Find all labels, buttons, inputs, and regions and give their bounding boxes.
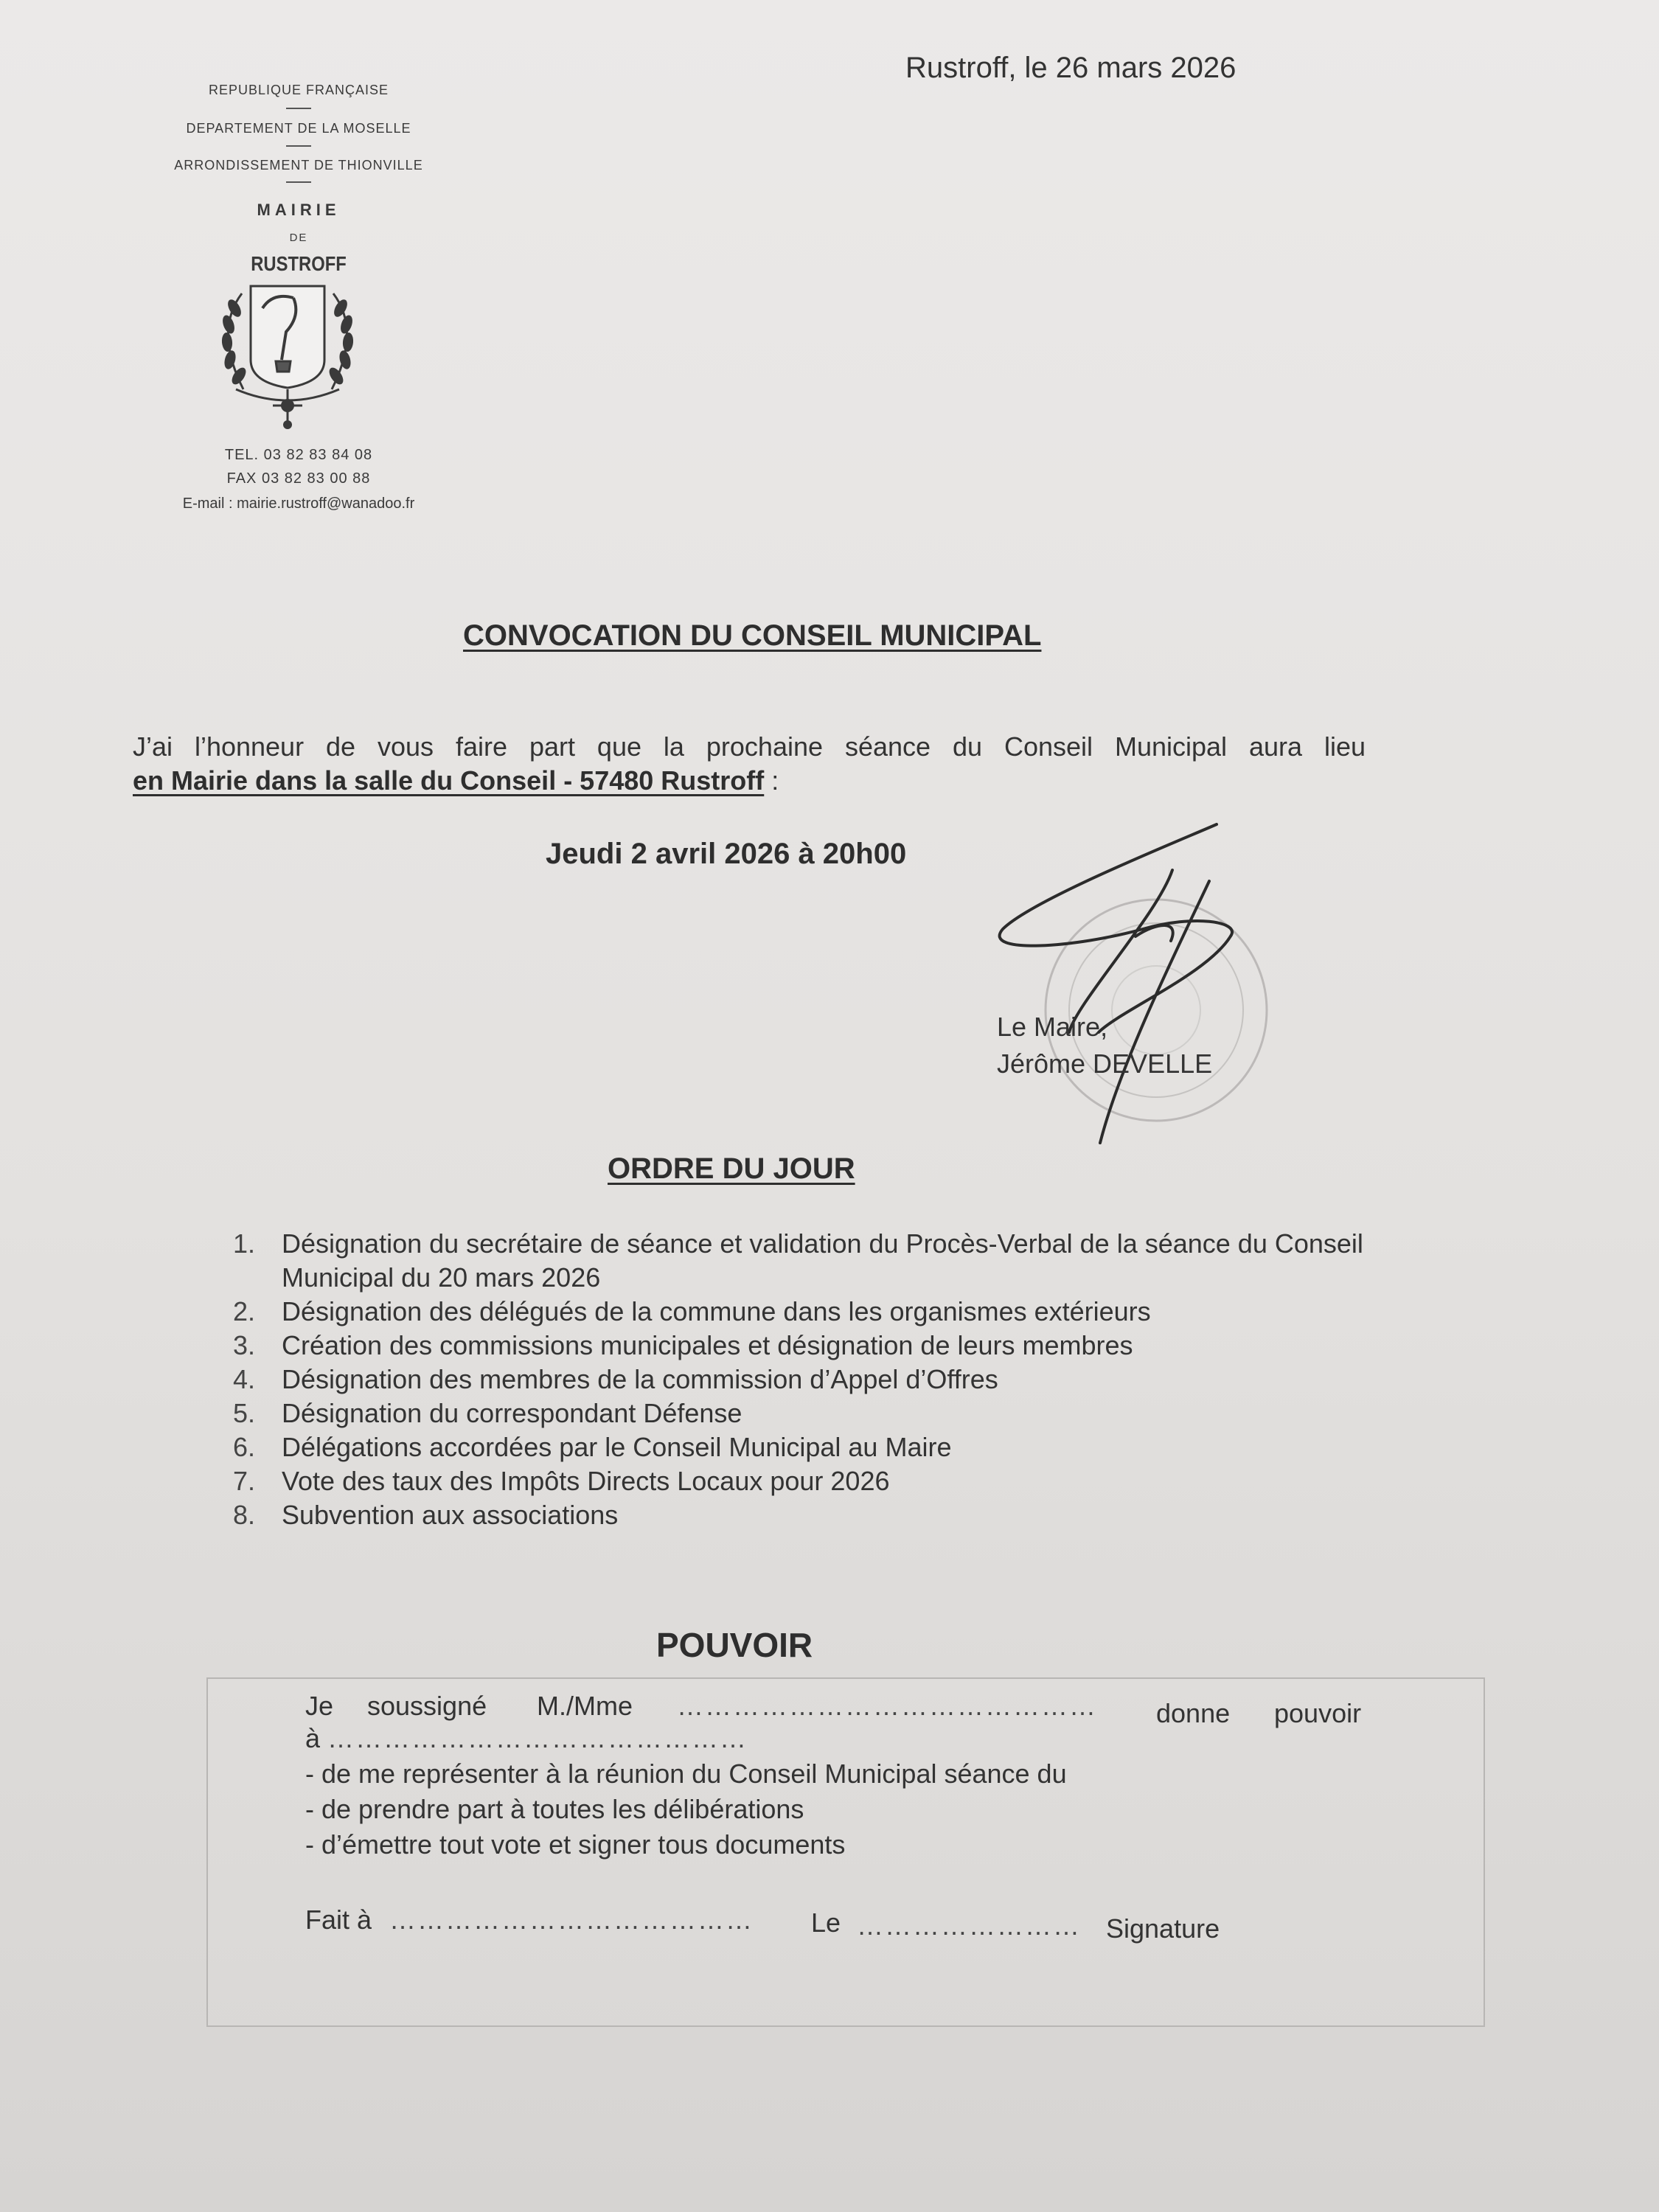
proxy-a-prefix: à xyxy=(305,1723,321,1753)
item-number: 2. xyxy=(233,1296,256,1326)
letterhead-republic: REPUBLIQUE FRANÇAISE xyxy=(208,83,389,97)
proxy-title: POUVOIR xyxy=(656,1626,813,1664)
proxy-pouvoir-word: pouvoir xyxy=(1274,1698,1362,1728)
proxy-soussigne: soussigné xyxy=(367,1691,487,1721)
letterhead-divider xyxy=(286,181,311,183)
proxy-line-2: - de prendre part à toutes les délibérations xyxy=(305,1794,804,1824)
agenda-title: ORDRE DU JOUR xyxy=(608,1152,855,1185)
proxy-a-line xyxy=(305,1723,748,1754)
item-text: Vote des taux des Impôts Directs Locaux pour 2026 xyxy=(282,1466,890,1496)
item-text: Désignation du correspondant Défense xyxy=(282,1398,742,1428)
meeting-date: Jeudi 2 avril 2026 à 20h00 xyxy=(546,838,907,870)
proxy-line-1: - de me représenter à la réunion du Conseil Municipal séance du xyxy=(305,1759,1067,1789)
letterhead-fax: FAX 03 82 83 00 88 xyxy=(226,470,371,487)
proxy-je: Je xyxy=(305,1691,334,1721)
list-item xyxy=(229,1397,1379,1430)
item-text: Désignation du secrétaire de séance et validation du Procès-Verbal de la séance du Conseil Municipal du 20 mars 2026 xyxy=(282,1228,1363,1293)
item-text: Délégations accordées par le Conseil Municipal au Maire xyxy=(282,1432,952,1462)
letterhead-town: RUSTROFF xyxy=(251,252,347,275)
item-number: 6. xyxy=(233,1432,256,1462)
item-number: 5. xyxy=(233,1398,256,1428)
signatory-role: Le Maire, xyxy=(997,1012,1108,1042)
agenda-list xyxy=(229,1227,1379,1532)
intro-text: J’ai l’honneur de vous faire part que la prochaine séance du Conseil Municipal aura lieu xyxy=(133,731,1366,762)
signatory-name: Jérôme DEVELLE xyxy=(997,1048,1213,1079)
list-item xyxy=(229,1227,1379,1295)
letterhead-department: DEPARTEMENT DE LA MOSELLE xyxy=(186,121,411,136)
letterhead-divider xyxy=(286,145,311,147)
item-text: Désignation des membres de la commission d’Appel d’Offres xyxy=(282,1364,998,1394)
place-field[interactable]: ………………………………… xyxy=(389,1905,754,1935)
letterhead-de: DE xyxy=(289,232,308,244)
list-item xyxy=(229,1329,1379,1363)
proxy-mme: M./Mme xyxy=(537,1691,633,1721)
list-item xyxy=(229,1464,1379,1498)
stamp-signature-icon xyxy=(988,811,1298,1150)
list-item xyxy=(229,1430,1379,1464)
proxy-form xyxy=(206,1677,1485,2027)
le-label: Le xyxy=(811,1907,841,1938)
name-field[interactable]: ……………………………………… xyxy=(677,1691,1097,1721)
letterhead-mairie: MAIRIE xyxy=(257,201,341,219)
item-number: 7. xyxy=(233,1466,256,1496)
item-text: Création des commissions municipales et désignation de leurs membres xyxy=(282,1330,1133,1360)
location-line xyxy=(133,765,779,796)
item-number: 8. xyxy=(233,1500,256,1530)
letterhead-email: E-mail : mairie.rustroff@wanadoo.fr xyxy=(182,495,415,512)
letterhead-divider xyxy=(286,108,311,109)
letterhead-arrondissement: ARRONDISSEMENT DE THIONVILLE xyxy=(174,158,423,173)
proxy-donne: donne xyxy=(1156,1698,1231,1728)
fait-a-label: Fait à xyxy=(305,1905,372,1935)
location-text: en Mairie dans la salle du Conseil - 57480 Rustroff xyxy=(133,765,765,796)
delegate-field[interactable]: ……………………………………… xyxy=(327,1723,748,1753)
signature-label: Signature xyxy=(1106,1913,1220,1944)
item-number: 3. xyxy=(233,1330,256,1360)
item-text: Désignation des délégués de la commune dans les organismes extérieurs xyxy=(282,1296,1151,1326)
list-item xyxy=(229,1498,1379,1532)
item-number: 1. xyxy=(233,1228,256,1259)
list-item xyxy=(229,1295,1379,1329)
list-item xyxy=(229,1363,1379,1397)
item-number: 4. xyxy=(233,1364,256,1394)
item-text: Subvention aux associations xyxy=(282,1500,619,1530)
letterhead-tel: TEL. 03 82 83 84 08 xyxy=(224,447,373,463)
date-field[interactable]: …………………… xyxy=(857,1910,1081,1941)
location-suffix: : xyxy=(764,765,779,796)
proxy-line-3: - d’émettre tout vote et signer tous documents xyxy=(305,1829,846,1860)
date-line: Rustroff, le 26 mars 2026 xyxy=(905,52,1237,84)
page-title: CONVOCATION DU CONSEIL MUNICIPAL xyxy=(463,619,1042,652)
signatory-block xyxy=(997,1009,1212,1082)
coat-of-arms-icon xyxy=(199,279,398,435)
